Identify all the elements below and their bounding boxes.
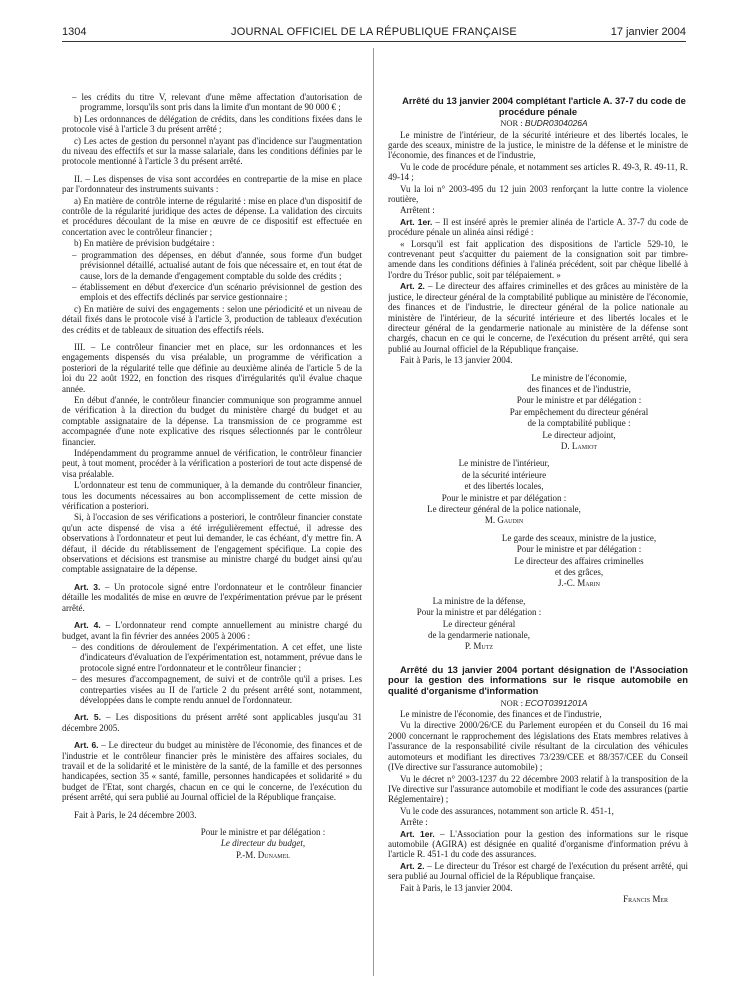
paragraph: Si, à l'occasion de ses vérifications a posteriori, le contrôleur financier constate qu'un acte dispensé de visa a été irrégulièrement effectué, il adresse des observations à l'ordonnateur et peut lui demander, le cas échéant, d'y mettre fin. A défaut, il décide du rétablissement de l'engagement spécifique. La copie des observations et décisions est transmise au ministre chargé du budget ainsi qu'au comptable assignataire de la dépense.: [62, 512, 362, 575]
signature-block-1: [388, 373, 688, 452]
signature-line: Le directeur général de la police nationale,: [427, 504, 581, 514]
article-5: [62, 712, 362, 733]
done-at: Fait à Paris, le 13 janvier 2004.: [400, 355, 513, 366]
paragraph: Le ministre de l'économie, des finances et de l'industrie,: [400, 709, 602, 720]
article-label: Art. 1er.: [400, 828, 435, 839]
signature-line: Pour le ministre et par délégation :: [516, 395, 642, 406]
page-header: [62, 26, 686, 42]
signature-line: Pour la ministre et par délégation :: [416, 607, 542, 618]
signature-name: D. Lamiot: [560, 440, 598, 451]
article-text: – L'ordonnateur rend compte annuellement au ministre chargé du budget, avant la fin février des années 2005 à 2006 :: [62, 620, 362, 641]
article-label: Art. 6.: [74, 740, 99, 751]
signature-line: Le directeur général: [442, 618, 516, 629]
article-label: Art. 3.: [74, 581, 101, 592]
article-text: – Le directeur des affaires criminelles et des grâces au ministère de la justice, le directeur général de la comptabilité publique au ministère de l'économie, des finances et de l'industrie, le directeur général de la police nationale au ministère de l'intérieur, de la sécurité intérieure et des libertés locales et le directeur général de la gendarmerie nationale au ministère de la défense sont chargés, chacun en ce qui le concerne, de l'exécution du présent arrêté, qui sera publié au Journal officiel de la République française.: [388, 281, 688, 354]
paragraph: a) En matière de contrôle interne de régularité : mise en place d'un dispositif de contrôle de la régularité juridique des actes de dépense. La validation des circuits et procédures découlant de la mise en œuvre de ce dispositif est effectuée en concertation avec le contrôleur financier ;: [62, 195, 362, 237]
nor-label: NOR :: [500, 697, 526, 708]
signature-name: Francis Mer: [623, 893, 668, 904]
article-text: – Un protocole signé entre l'ordonnateur et le contrôleur financier détaille les modalités de mise en œuvre de l'expérimentation prévue par le présent arrêté.: [62, 581, 362, 613]
article-text: – L'Association pour la gestion des informations sur le risque automobile (AGIRA) est désignée en qualité d'organisme d'information prévu à l'article R. 451-1 du code des assurances.: [388, 828, 688, 860]
signature-block-3: [388, 533, 688, 589]
paragraph: Arrête :: [400, 817, 428, 828]
right-column: [388, 96, 688, 976]
signature-line: Pour le ministre et par délégation :: [441, 492, 567, 503]
signature-name: P.-M. Dunamel: [236, 849, 290, 860]
signature-line: Pour le ministre et par délégation :: [516, 544, 642, 555]
paragraph: Indépendamment du programme annuel de vérification, le contrôleur financier peut, à tout moment, procéder à la vérification a posteriori de tout acte dispensé de visa préalable.: [62, 448, 362, 479]
nor-code: BUDR0304026A: [524, 118, 588, 129]
issue-date: 17 janvier 2004: [610, 26, 686, 38]
signature-line: Pour le ministre et par délégation :: [200, 827, 326, 837]
article-label: Art. 2.: [400, 281, 425, 292]
paragraph: b) Les ordonnances de délégation de crédits, dans les conditions fixées dans le protocole visé à l'article 3 du présent arrêté ;: [62, 113, 362, 135]
paragraph: Vu le code des assurances, notamment son article R. 451-1,: [400, 805, 614, 816]
signature-name: M. Gaudin: [484, 515, 524, 526]
signature-line: de la gendarmerie nationale,: [428, 630, 530, 641]
article-label: Art. 5.: [74, 712, 101, 723]
signature-block-4: [388, 596, 688, 652]
nor-label: NOR :: [500, 118, 525, 129]
paragraph: Arrêtent :: [400, 205, 435, 216]
signature-line: Le directeur du budget,: [220, 838, 306, 849]
signature-line: Le garde des sceaux, ministre de la justice,: [501, 532, 657, 543]
article-1: [388, 829, 688, 860]
signature-line: Le directeur adjoint,: [542, 429, 616, 440]
paragraph: b) En matière de prévision budgétaire :: [74, 238, 215, 249]
quoted-paragraph: « Lorsqu'il est fait application des dispositions de l'article 529-10, le contrevenant peut s'acquitter du paiement de la consignation soit par timbre-amende dans les conditions définies à l'alinéa précédent, soit par chèque libellé à l'ordre du Trésor public, soit par télépaiement. »: [388, 238, 688, 280]
list-item: – établissement en début d'exercice d'un scénario prévisionnel de gestion des emplois et des effectifs déclinés par service gestionnaire ;: [72, 281, 362, 303]
paragraph: – les crédits du titre V, relevant d'une même affectation d'autorisation de programme, lorsqu'ils sont pris dans la limite d'un montant de 90 000 € ;: [72, 92, 362, 113]
signature-line: de la sécurité intérieure: [461, 469, 547, 480]
article-text: – Le directeur du budget au ministère de l'économie, des finances et de l'industrie et le contrôleur financier près le ministère des affaires sociales, du travail et de la solidarité et le ministère de la santé, de la famille et des personnes handicapées, section 35 « santé, famille, personnes handicapées et solidarité » du budget de l'Etat, sont chargés, chacun en ce qui le concerne, de l'exécution du présent arrêté, qui sera publié au Journal officiel de la République française.: [62, 740, 362, 803]
page-number: 1304: [62, 26, 87, 38]
paragraph: c) Les actes de gestion du personnel n'ayant pas d'incidence sur l'augmentation du niveau des effectifs et sur la masse salariale, dans les conditions définies par le protocole mentionné à l'article 3 du présent arrêté.: [62, 135, 362, 167]
article-text: – Le directeur du Trésor est chargé de l'exécution du présent arrêté, qui sera publié au Journal officiel de la République française.: [388, 860, 688, 882]
signature-line: Le directeur des affaires criminelles: [514, 555, 644, 566]
signature-line: de la comptabilité publique :: [527, 418, 631, 429]
article-label: Art. 4.: [74, 620, 101, 631]
signature-line: et des libertés locales,: [464, 481, 544, 492]
signature-line: des finances et de l'industrie,: [527, 383, 631, 394]
paragraph: Vu la directive 2000/26/CE du Parlement européen et du Conseil du 16 mai 2000 concernant le rapprochement des législations des Etats membres relatives à l'assurance de la responsabilité civile résultant de la circulation des véhicules automoteurs et modifiant les directives 73/239/CEE et 88/357/CEE du Conseil (IVe directive sur l'assurance automobile) ;: [388, 720, 688, 773]
paragraph: Vu le code de procédure pénale, et notamment ses articles R. 49-3, R. 49-11, R. 49-14 ;: [388, 161, 688, 183]
signature-line: Par empêchement du directeur général: [509, 406, 649, 417]
article-text: – Les dispositions du présent arrêté sont applicables jusqu'au 31 décembre 2005.: [62, 712, 362, 733]
header-rule: [62, 41, 686, 42]
paragraph: L'ordonnateur est tenu de communiquer, à la demande du contrôleur financier, tous les documents nécessaires au bon accomplissement de cette mission de vérification a posteriori.: [62, 480, 362, 512]
article-text: – Il est inséré après le premier alinéa de l'article A. 37-7 du code de procédure pénale un alinéa ainsi rédigé :: [388, 216, 688, 238]
article-2: [388, 861, 688, 882]
column-divider: [373, 48, 374, 976]
article-2: [388, 281, 688, 354]
article-6: [62, 740, 362, 802]
journal-title: JOURNAL OFFICIEL DE LA RÉPUBLIQUE FRANÇAISE: [231, 26, 517, 38]
article-1: [388, 217, 688, 238]
list-item: – programmation des dépenses, en début d'année, sous forme d'un budget prévisionnel détaillé, actualisé autant de fois que nécessaire et, en tout état de cause, lors de la demande d'engagement comptable du solde des crédits ;: [72, 249, 362, 281]
signature-block-2: [388, 458, 688, 525]
signature-name: J.-C. Marin: [558, 578, 600, 589]
article-label: Art. 2.: [400, 860, 425, 871]
nor-reference: [388, 118, 688, 128]
signature-line: et des grâces,: [554, 567, 604, 578]
done-at: Fait à Paris, le 24 décembre 2003.: [74, 809, 197, 820]
list-item: – des mesures d'accompagnement, de suivi et de contrôle qu'il a prises. Les contreparties visées au II de l'article 2 du présent arrêté sont, notamment, développées dans le compte rendu annuel de l'ordonnateur.: [72, 674, 362, 705]
decree-title: Arrêté du 13 janvier 2004 portant désignation de l'Association pour la gestion des informations sur le risque automobile en qualité d'organisme d'information: [388, 663, 688, 697]
paragraph: Le ministre de l'intérieur, de la sécurité intérieure et des libertés locales, le garde des sceaux, ministre de la justice, le ministre de la défense et le ministre de l'économie, des finances et de l'industrie,: [388, 129, 688, 161]
article-4: [62, 620, 362, 641]
article-label: Art. 1er.: [400, 216, 433, 227]
paragraph: III. – Le contrôleur financier met en place, sur les ordonnances et les engagements dispensés du visa préalable, un programme de vérification a posteriori de la régularité telle que définie au deuxième alinéa de l'article 5 de la loi du 22 août 1922, en fonction des risques d'irrégularités qu'il évalue chaque année.: [62, 341, 362, 394]
nor-code: ECOT0391201A: [525, 697, 588, 708]
done-at: Fait à Paris, le 13 janvier 2004.: [400, 882, 513, 893]
signature-name: P. Mutz: [464, 641, 494, 652]
left-column: [62, 92, 362, 962]
list-item: – des conditions de déroulement de l'expérimentation. A cet effet, une liste d'indicateurs d'évaluation de l'expérimentation est, notamment, prévue dans le protocole signé entre l'ordonnateur et le contrôleur financier ;: [72, 641, 362, 673]
paragraph: En début d'année, le contrôleur financier communique son programme annuel de vérification à la direction du budget du ministère chargé du budget et au comptable assignataire de la dépense. La transmission de ce programme est accompagnée d'une note explicative des risques sélectionnés par le contrôleur financier.: [62, 394, 362, 447]
paragraph: c) En matière de suivi des engagements : selon une périodicité et un niveau de détail fixés dans le protocole visé à l'article 3, production de tableaux d'exécution des crédits et de tableaux de situation des effectifs réels.: [62, 303, 362, 335]
signature-line: La ministre de la défense,: [432, 595, 526, 606]
paragraph: Vu la loi n° 2003-495 du 12 juin 2003 renforçant la lutte contre la violence routière,: [388, 183, 688, 205]
decree-title: Arrêté du 13 janvier 2004 complétant l'article A. 37-7 du code de procédure pénale: [402, 96, 686, 117]
paragraph: II. – Les dispenses de visa sont accordées en contrepartie de la mise en place par l'ordonnateur des instruments suivants :: [62, 173, 362, 195]
nor-reference: [388, 698, 688, 708]
paragraph: Vu le décret n° 2003-1237 du 22 décembre 2003 relatif à la transposition de la IVe directive sur l'assurance automobile et modifiant le code des assurances (partie Réglementaire) ;: [388, 773, 688, 805]
signature-line: Le ministre de l'intérieur,: [458, 458, 550, 469]
article-3: [62, 582, 362, 613]
signature-line: Le ministre de l'économie,: [531, 372, 627, 383]
